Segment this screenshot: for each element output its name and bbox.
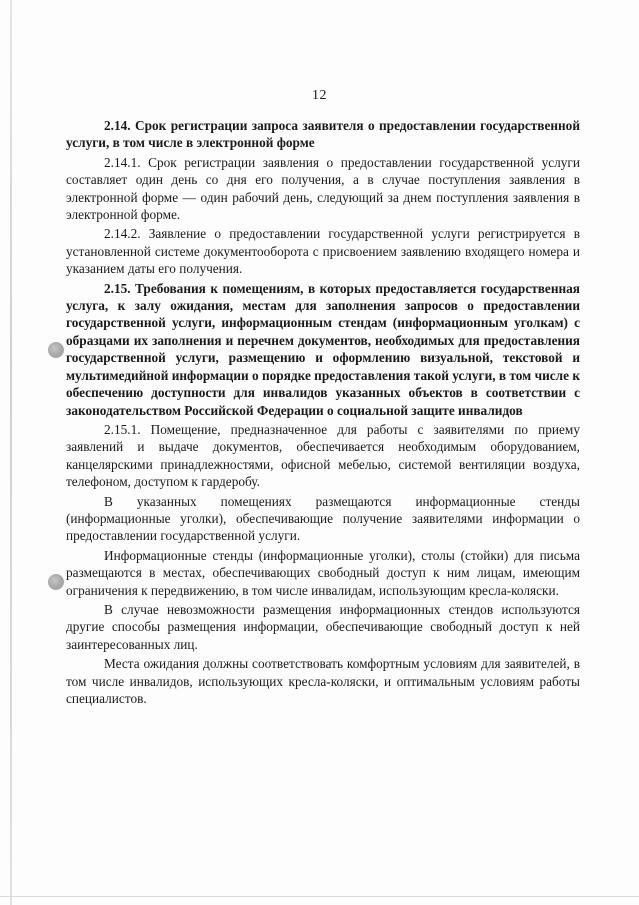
paragraph-2-15-1: 2.15.1. Помещение, предназначенное для работы с заявителями по приему заявлений и выдаче документов, обеспечивается необходимым оборудованием, канцелярскими принадлежностями, офисной мебелью, системой вентиляции воздуха, телефоном, доступом к гардеробу. [66,421,580,490]
punch-hole-top [48,342,64,358]
paragraph-stands-tables: Информационные стенды (информационные уголки), столы (стойки) для письма размещаются в местах, обеспечивающих свободный доступ к ним лицам, имеющим ограничения к передвижению, в том числе инвалидам, использующим кресла-коляски. [66,547,580,598]
section-heading-2-15: 2.15. Требования к помещениям, в которых предоставляется государственная услуга, к залу ожидания, местам для заполнения запросов о предоставлении государственной услуги, информационным стендам (информационным уголкам) с образцами их заполнения и перечнем документов, необходимых для предоставления государственной услуги, размещению и оформлению визуальной, текстовой и мультимедийной информации о порядке предоставления такой услуги, в том числе к обеспечению доступности для инвалидов указанных объектов в соответствии с законодательством Российской Федерации о социальной защите инвалидов [66,280,580,418]
scan-edge-left [10,0,12,905]
paragraph-2-14-1: 2.14.1. Срок регистрации заявления о предоставлении государственной услуги составляет один день со дня его получения, а в случае поступления заявления в электронной форме — один рабочий день, следующий за днем поступления заявления в электронной форме. [66,154,580,223]
paragraph-info-stands: В указанных помещениях размещаются информационные стенды (информационные уголки), обеспечивающие получение заявителями информации о предоставлении государственной услуги. [66,493,580,544]
punch-hole-bottom [48,574,64,590]
scan-edge-bottom [0,896,639,897]
section-heading-2-14: 2.14. Срок регистрации запроса заявителя о предоставлении государственной услуги, в том числе в электронной форме [66,118,580,151]
document-body [66,117,580,709]
paragraph-2-14-2: 2.14.2. Заявление о предоставлении государственной услуги регистрируется в установленной системе документооборота с присвоением заявлению входящего номера и указанием даты его получения. [66,226,580,277]
page-number: 12 [312,88,327,103]
paragraph-waiting-areas: Места ожидания должны соответствовать комфортным условиям для заявителей, в том числе инвалидов, использующих кресла-коляски, и оптимальным условиям работы специалистов. [66,656,580,706]
paragraph-alternative-placement: В случае невозможности размещения информационных стендов используются другие способы размещения информации, обеспечивающие свободный доступ к ней заинтересованных лиц. [66,601,580,652]
